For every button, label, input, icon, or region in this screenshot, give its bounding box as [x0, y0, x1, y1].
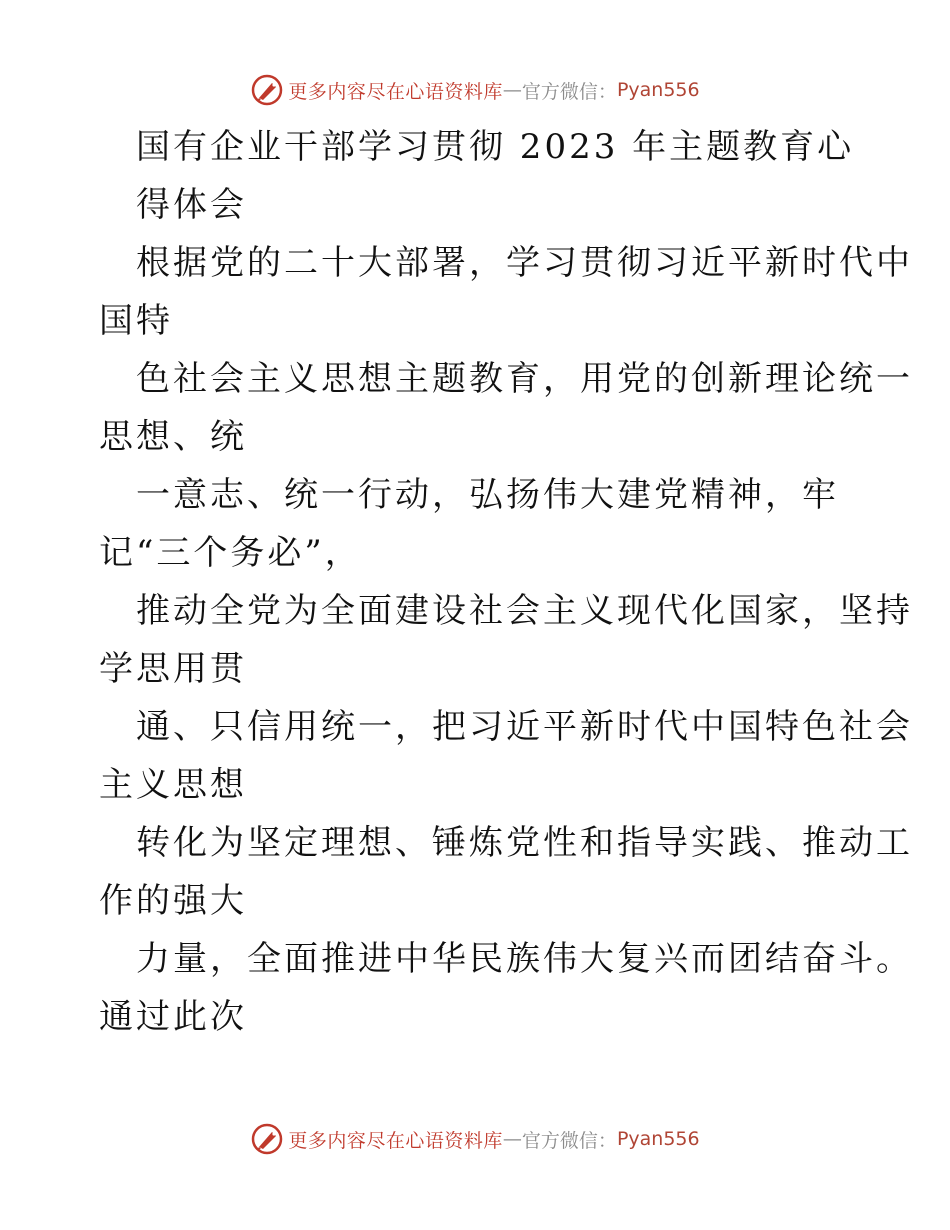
banner-title: 更多内容尽在心语资料库 [288, 1129, 503, 1152]
paragraph-line: 一意志、统一行动，弘扬伟大建党精神，牢 [136, 475, 839, 515]
pen-nib-logo-icon [250, 73, 284, 107]
banner-wechat-handle: Pyan556 [616, 1128, 700, 1150]
paragraph-line: 记“三个务必”， [99, 533, 362, 573]
paragraph-line: 力量，全面推进中华民族伟大复兴而团结奋斗。 [136, 939, 913, 979]
paragraph-line: 色社会主义思想主题教育，用党的创新理论统一 [136, 359, 913, 399]
pen-nib-logo-icon [250, 1122, 284, 1156]
banner-separator: — [502, 79, 522, 101]
paragraph-line: 国特 [99, 301, 173, 341]
header-banner [0, 70, 950, 110]
footer-banner [0, 1119, 950, 1159]
paragraph-line: 根据党的二十大部署，学习贯彻习近平新时代中 [136, 243, 913, 283]
paragraph-line: 思想、统 [99, 417, 247, 457]
paragraph-line: 推动全党为全面建设社会主义现代化国家，坚持 [136, 591, 913, 631]
paragraph-line: 学思用贯 [99, 649, 247, 689]
document-body [99, 118, 913, 1046]
title-line-2: 得体会 [136, 185, 247, 225]
paragraph-line: 通、只信用统一，把习近平新时代中国特色社会 [136, 707, 913, 747]
paragraph-line: 转化为坚定理想、锤炼党性和指导实践、推动工 [136, 823, 913, 863]
paragraph-line: 作的强大 [99, 881, 247, 921]
banner-wechat-label: 官方微信： [521, 1129, 617, 1152]
title-line-1: 国有企业干部学习贯彻 2023 年主题教育心 [136, 127, 855, 167]
paragraph-line: 主义思想 [99, 765, 247, 805]
banner-title: 更多内容尽在心语资料库 [288, 80, 503, 103]
banner-separator: — [502, 1128, 522, 1150]
banner-wechat-label: 官方微信： [521, 80, 617, 103]
banner-wechat-handle: Pyan556 [616, 79, 700, 101]
paragraph-line: 通过此次 [99, 997, 247, 1037]
